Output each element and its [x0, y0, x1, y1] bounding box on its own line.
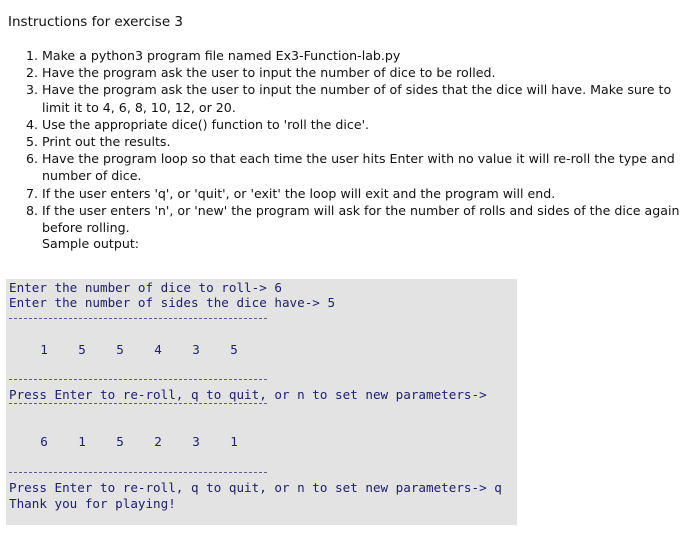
instruction-text: If the user enters 'q', or 'quit', or 'exit' the loop will exit and the program will end.	[42, 185, 556, 201]
instruction-number: 3.	[25, 82, 38, 98]
instruction-item	[22, 133, 690, 150]
instruction-text: Make a python3 program file named Ex3-Function-lab.py	[42, 48, 401, 63]
die-value: 1	[230, 434, 238, 449]
instruction-number: 4.	[25, 116, 38, 132]
die-value: 5	[116, 342, 124, 357]
instruction-number: 6.	[25, 151, 38, 167]
instruction-text: Have the program ask the user to input the number of of sides that the dice will have. Make sure to limit it to 4, 6, 8, 10, 12, or 20.	[42, 82, 672, 115]
instruction-item	[22, 64, 690, 81]
instruction-item	[22, 47, 690, 64]
reroll-prompt: Press Enter to re-roll, q to quit, or n to set new parameters-> q	[9, 480, 502, 495]
instruction-item	[22, 202, 690, 236]
instruction-item	[22, 116, 690, 133]
instruction-number: 1.	[25, 48, 38, 63]
die-value: 5	[78, 342, 86, 357]
instruction-number: 5.	[25, 134, 38, 150]
sides-prompt: Enter the number of sides the dice have-> 5	[9, 295, 336, 310]
instruction-item	[22, 185, 690, 202]
instruction-text: Have the program loop so that each time the user hits Enter with no value it will re-roll the type and number of dice.	[42, 151, 675, 184]
instruction-item	[22, 81, 690, 115]
reroll-prompt: Press Enter to re-roll, q to quit, or n to set new parameters->	[9, 387, 487, 402]
goodbye-message: Thank you for playing!	[9, 496, 176, 511]
instructions-list	[22, 47, 690, 236]
instruction-number: 8.	[25, 202, 38, 218]
instruction-number: 2.	[25, 65, 38, 81]
sample-output-terminal	[6, 279, 517, 525]
dice-count-prompt: Enter the number of dice to roll-> 6	[9, 280, 282, 295]
sample-output-label: Sample output:	[42, 236, 140, 251]
roll-results-row	[9, 342, 309, 357]
die-value: 5	[116, 434, 124, 449]
die-value: 1	[40, 342, 48, 357]
separator-line	[9, 403, 267, 404]
instruction-text: If the user enters 'n', or 'new' the program will ask for the number of rolls and sides of the dice again before rolling.	[42, 202, 680, 236]
separator-line	[9, 318, 267, 319]
instruction-number: 7.	[25, 185, 38, 201]
page-title: Instructions for exercise 3	[8, 14, 184, 30]
die-value: 4	[154, 342, 162, 357]
roll-results-row	[9, 434, 309, 449]
die-value: 1	[78, 434, 86, 449]
die-value: 2	[154, 434, 162, 449]
instruction-item	[22, 150, 690, 184]
instruction-text: Use the appropriate dice() function to 'roll the dice'.	[42, 116, 370, 132]
instruction-text: Have the program ask the user to input the number of dice to be rolled.	[42, 65, 496, 81]
separator-line	[9, 379, 267, 380]
die-value: 6	[40, 434, 48, 449]
die-value: 3	[192, 342, 200, 357]
die-value: 3	[192, 434, 200, 449]
die-value: 5	[230, 342, 238, 357]
separator-line	[9, 472, 267, 473]
instruction-text: Print out the results.	[42, 134, 171, 150]
